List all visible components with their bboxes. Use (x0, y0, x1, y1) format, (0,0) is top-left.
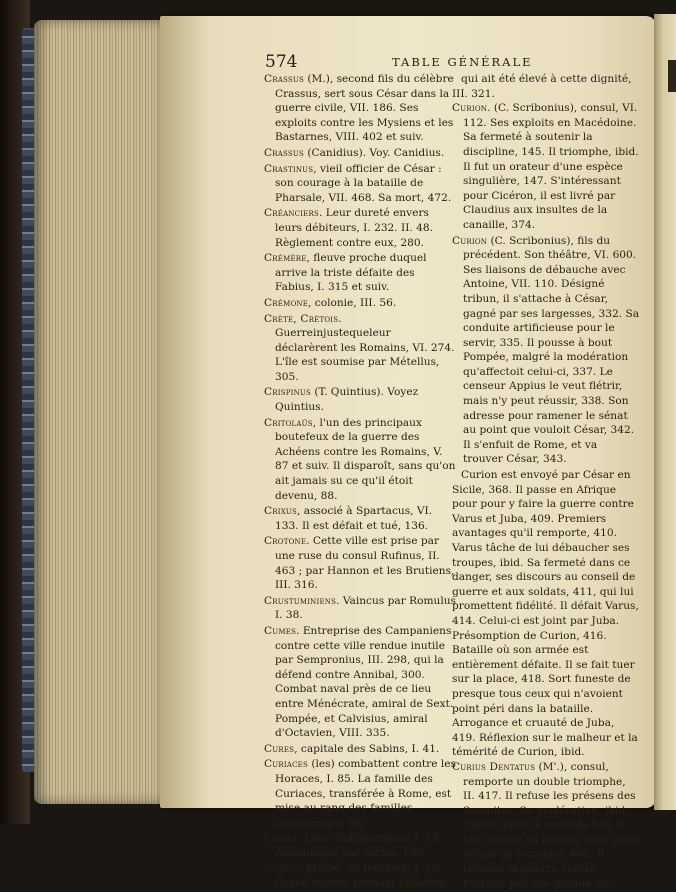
entry-text: . Leur établissement, I. 19. Assemblées par curies, 130. (275, 832, 442, 859)
index-entry (264, 416, 456, 504)
entry-continuation: qui ait été élevé à cette dignité, III. 321. (452, 73, 632, 100)
entry-name: Cures (264, 742, 295, 755)
index-entry (264, 594, 456, 623)
index-entry (264, 296, 456, 311)
entry-text: . Leur dureté envers leurs débiteurs, I. 232. II. 48. Règlement contre eux, 280. (275, 207, 433, 249)
entry-text: . Entreprise des Campaniens contre cette ville rendue inutile par Sempronius, III. 298, qui la défend contre Annibal, 300. Combat naval près de ce lieu entre Ménécrate, amiral de Sext. Pompée, et Calvisius, amiral d'Octavien, VIII. 335. (275, 624, 454, 740)
index-entry (264, 251, 456, 295)
index-entry (264, 831, 456, 860)
entry-name: Crispinus (264, 386, 312, 399)
entry-name: Crémère (264, 252, 307, 265)
entry-text: . (C. Scribonius), consul, VI. 112. Ses exploits en Macédoine. Sa fermeté à soutenir la discipline, 145. Il triomphe, ibid. Il fut un orateur d'une espèce singulière, 147. S'intéressant pour Cicéron, il est livré par Claudius aux insultes de la canaille, 374. (463, 102, 639, 231)
entry-text: , capitale des Sabins, I. 41. (294, 742, 440, 755)
entry-name: Curion (264, 862, 300, 875)
entry-text: (M'.), consul, remporte un double triomphe, II. 417. Il refuse les présens des Samnites. Sa modération, ibid. Consul pour la seconde fois, il fait vendre un citoyen pour avoir refusé de s'enrôler, 465. Il termine la guerre contre Pyrrhus par une grande vic- (463, 760, 640, 890)
entry-text: , vieil officier de César : son courage à la bataille de Pharsale, VII. 468. Sa mort, 472. (275, 162, 452, 204)
entry-text: , associé à Spartacus, VI. 133. Il est défait et tué, 136. (275, 505, 433, 532)
index-column-left (264, 72, 456, 892)
entry-name: Curius Dentatus (452, 760, 536, 773)
entry-name: Curion (452, 102, 488, 115)
entry-text: . Vaincus par Romulus I. 38. (275, 594, 456, 622)
index-entry (264, 534, 456, 592)
index-entry (264, 757, 456, 830)
page-block-edges (34, 20, 168, 804)
index-entry (264, 504, 456, 533)
index-entry (452, 760, 640, 891)
facing-page-marker (668, 60, 676, 92)
facing-page-edge (654, 14, 676, 810)
page-number: 574 (265, 52, 298, 72)
entry-name: Crassus (264, 146, 304, 159)
entry-text: (les) combattent contre les Horaces, I. 85. La famille des Curiaces, transférée à Rome, est mise au rang des familles patriciennes, 96. (275, 758, 456, 829)
entry-text: . Guerreinjustequeleur déclarèrent les Romains, VI. 274. L'île est soumise par Métellus, 305. (275, 312, 455, 383)
entry-name: Crastinus (264, 162, 314, 175)
index-entry (264, 624, 456, 741)
entry-name: Curion (452, 234, 488, 247)
entry-name: Curies (264, 832, 298, 845)
index-entry (264, 861, 456, 890)
entry-text: , fleuve proche duquel arrive la triste défaite des Fabius, I. 315 et suiv. (275, 252, 427, 294)
index-column-right (452, 72, 640, 892)
index-entry (264, 742, 456, 757)
index-entry (452, 234, 640, 468)
entry-text: (C. Scribonius), fils du précédent. Son théâtre, VI. 600. Ses liaisons de débauche avec Antoine, VII. 110. Désigné tribun, il s'attache à César, gagné par ses largesses, 332. Sa conduite artificieuse pour le servir, 335. Il pousse à bout Pompée, malgré la modération qu'affectoit celui-ci, 337. Le censeur Appius le veut flétrir, mais n'y peut réussir, 338. Son adresse pour ramener le sénat au point que vouloit César, 342. Il s'enfuit de Rome, et va trouver César, 343. (463, 234, 640, 466)
entry-text: (T. Quintius). Voyez Quintius. (275, 386, 419, 414)
index-entry (264, 312, 456, 385)
index-entry (264, 146, 456, 161)
entry-text: , prêtre. Sa fonction, I. 19. Grand-curion, premier plébéien (275, 862, 446, 890)
entry-name: Curiaces (264, 758, 308, 771)
index-entry (452, 101, 640, 232)
index-entry (264, 385, 456, 414)
entry-name: Crémone (264, 296, 309, 309)
entry-name: Crotone (264, 535, 307, 548)
entry-name: Crète, Crétois (264, 312, 339, 325)
entry-text: (Canidius). Voy. Canidius. (307, 146, 445, 159)
entry-name: Cumes (264, 624, 297, 637)
entry-continuation: Curion est envoyé par César en Sicile, 368. Il passe en Afrique pour pour y faire la guerre contre Varus et Juba, 409. Premiers avantages qu'il remporte, 410. Varus tâche de lui débaucher ses troupes, ibid. Sa fermeté dans ce danger, ses discours au conseil de guerre et aux soldats, 411, qui lui promettent fidélité. Il défait Varus, 414. Celui-ci est joint par Juba. Présomption de Curion, 416. Bataille où son armée est entièrement défaite. Il se fait tuer sur la place, 418. Sort funeste de presque tous ceux qui n'avoient point péri dans la bataille. Arrogance et cruauté de Juba, 419. Réflexion sur le malheur et la témérité de Curion, ibid. (452, 469, 639, 759)
entry-text: , l'un des principaux boutefeux de la guerre des Achéens contre les Romains, V. 87 et suiv. Il disparoît, sans qu'on ait jamais su ce qu'il étoit devenu, 88. (275, 416, 456, 502)
entry-name: Créanciers (264, 207, 319, 220)
entry-name: Crustuminiens (264, 594, 337, 607)
index-entry (264, 206, 456, 250)
entry-name: Critolaüs (264, 416, 313, 429)
entry-text: (M.), second fils du célèbre Crassus, sert sous César dans la guerre civile, VII. 186. Ses exploits contre les Mysiens et les Bastarnes, VIII. 402 et suiv. (275, 73, 454, 144)
entry-text: , colonie, III. 56. (308, 296, 397, 309)
entry-name: Crixus (264, 505, 298, 518)
entry-text: . Cette ville est prise par une ruse du consul Rufinus, II. 463 ; par Hannon et les Brutiens, III. 316. (275, 535, 455, 592)
index-entry (264, 72, 456, 145)
entry-name: Crassus (264, 73, 304, 85)
running-head: TABLE GÉNÉRALE (392, 55, 533, 69)
index-entry (264, 162, 456, 206)
